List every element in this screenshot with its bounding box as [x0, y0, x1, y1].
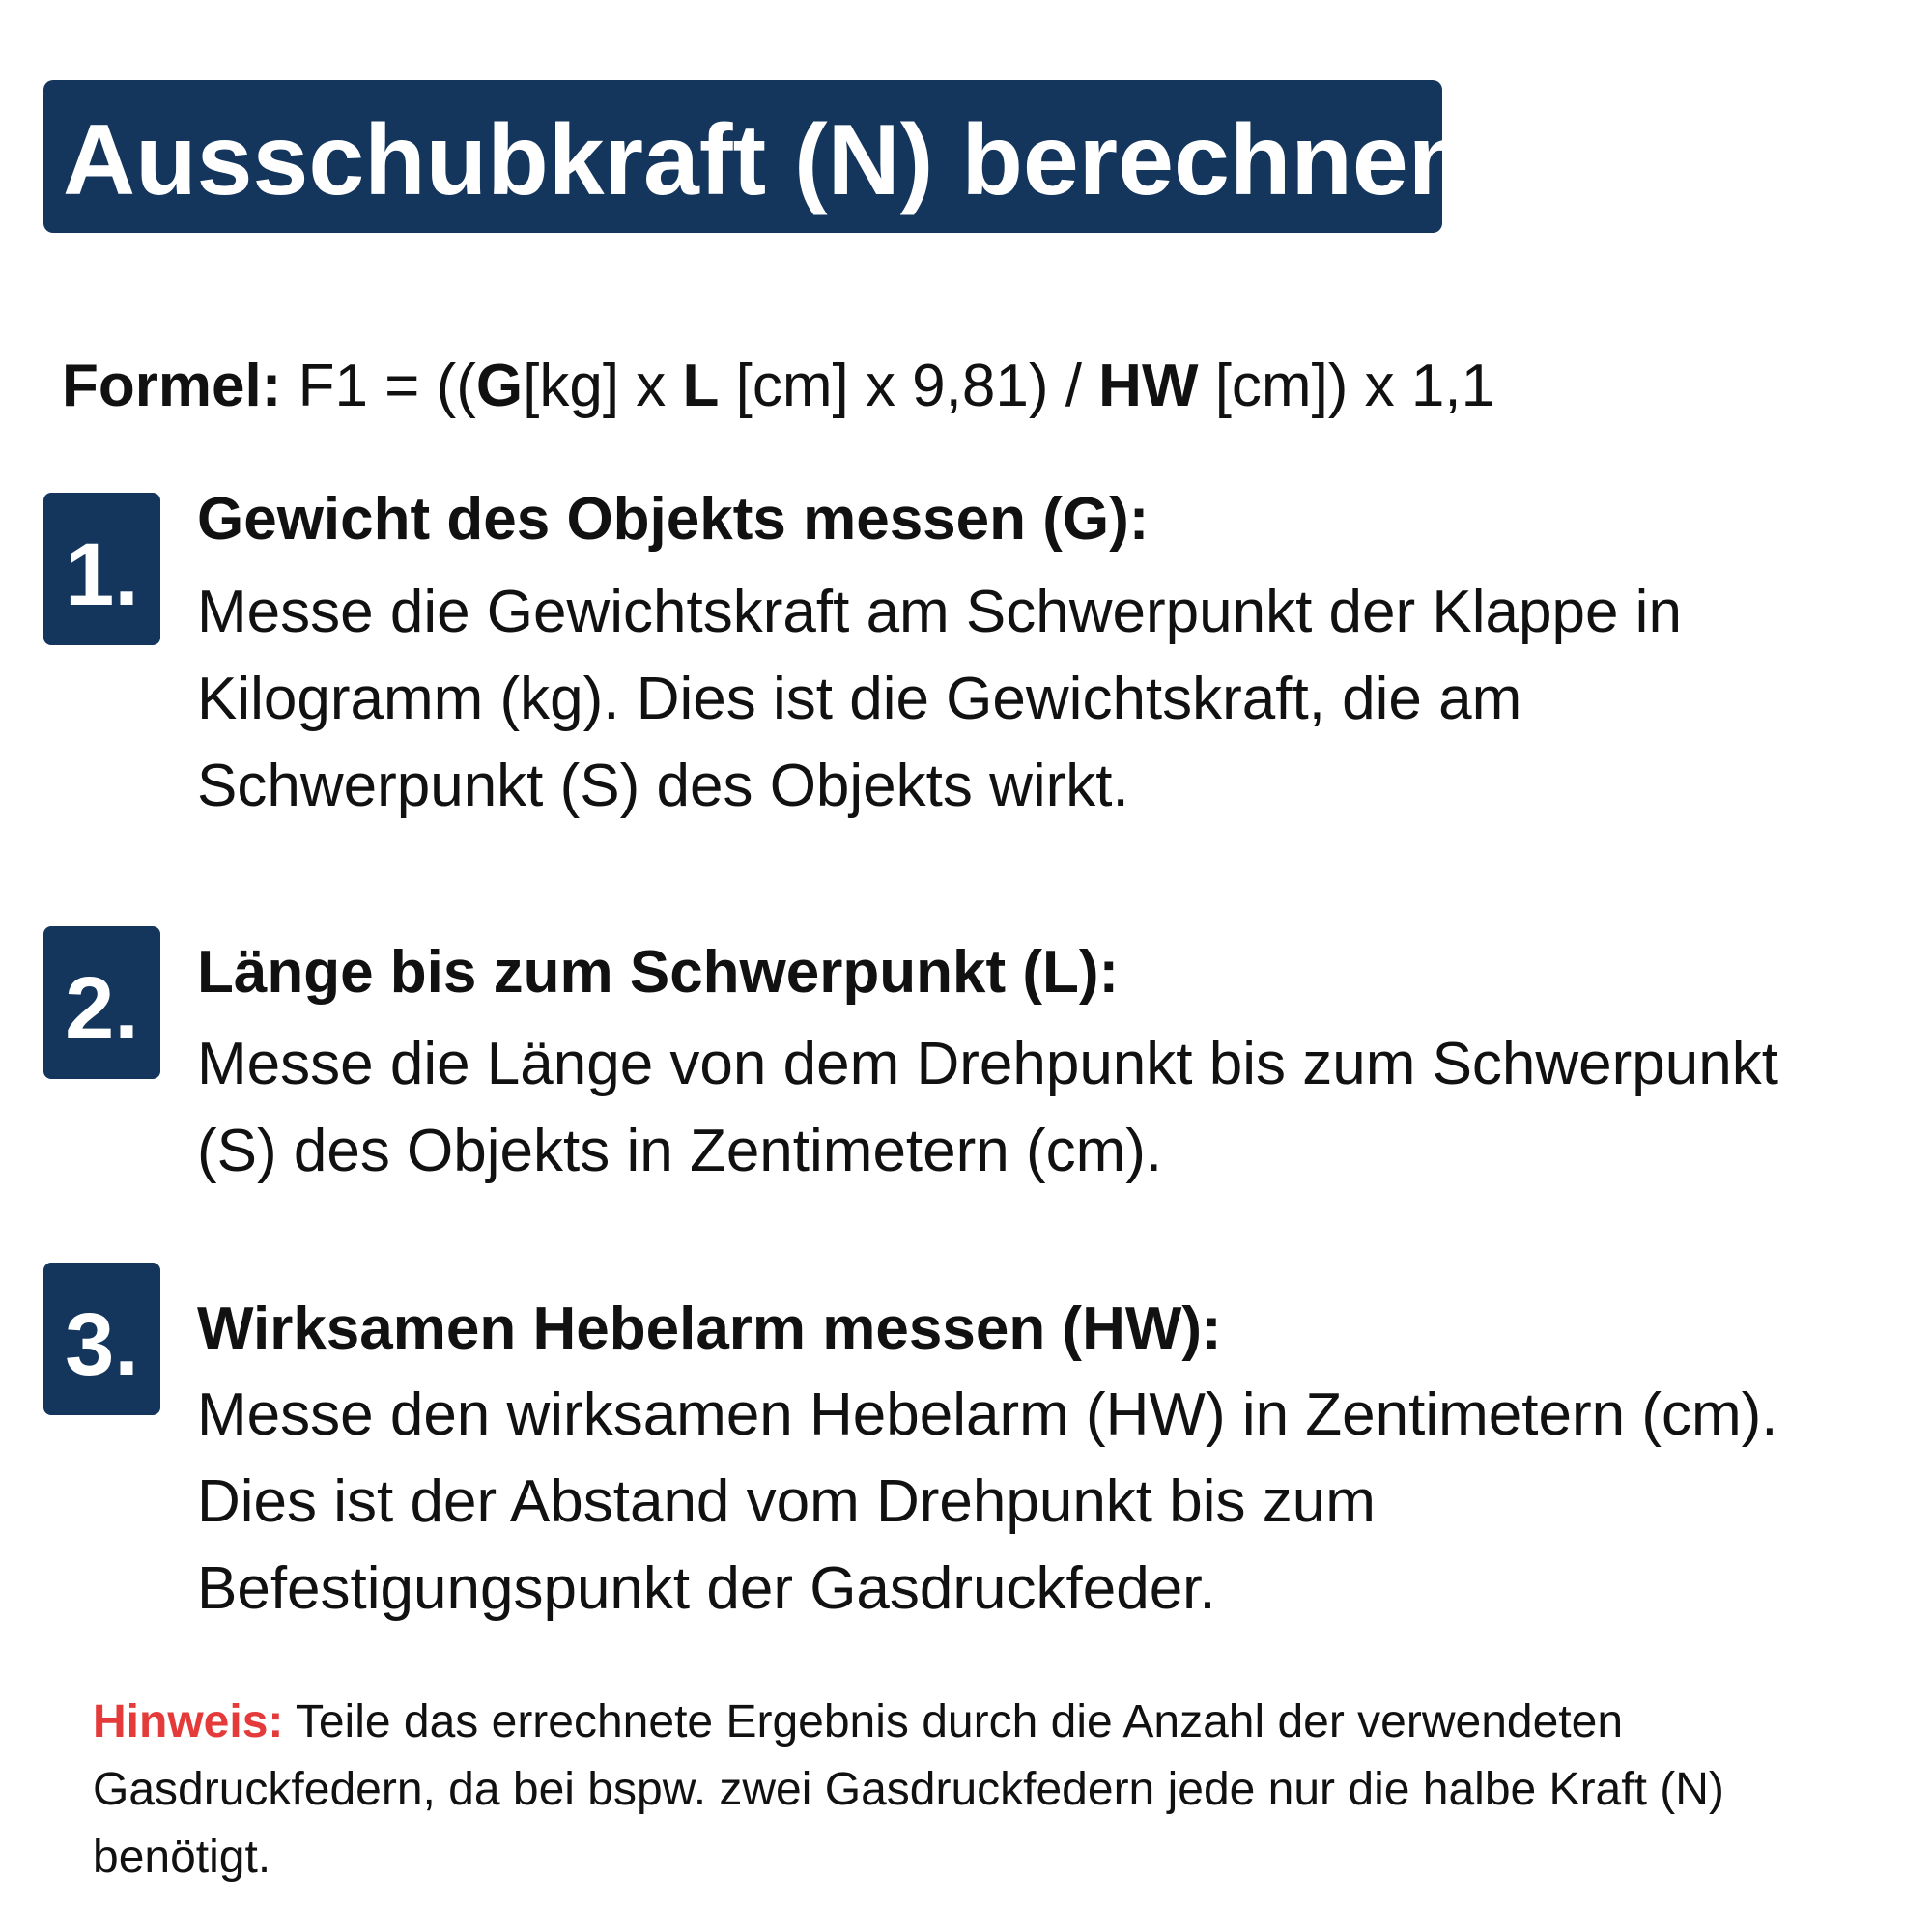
- step-number-2: 2.: [43, 926, 160, 1079]
- step-1-line: Kilogramm (kg). Dies ist die Gewichtskraft, die am: [197, 666, 1522, 732]
- formula-part-4: [cm]) x 1,1: [1198, 353, 1495, 419]
- formula-l: L: [682, 353, 720, 419]
- step-number-1: 1.: [43, 493, 160, 645]
- step-heading-2: Länge bis zum Schwerpunkt (L):: [197, 939, 1120, 1006]
- step-3-line: Befestigungspunkt der Gasdruckfeder.: [197, 1555, 1216, 1622]
- note-line: benötigt.: [93, 1832, 271, 1883]
- formula-part-3: [cm] x 9,81) /: [719, 353, 1099, 419]
- formula: [62, 348, 1494, 425]
- note-line: Gasdruckfedern, da bei bspw. zwei Gasdruckfedern jede nur die halbe Kraft (N): [93, 1764, 1724, 1815]
- step-number-3: 3.: [43, 1263, 160, 1415]
- step-2-line: Messe die Länge von dem Drehpunkt bis zum Schwerpunkt: [197, 1031, 1778, 1097]
- step-heading-1: Gewicht des Objekts messen (G):: [197, 486, 1150, 553]
- formula-part-2: [kg] x: [523, 353, 683, 419]
- note: [93, 1689, 1889, 1891]
- note-line: Teile das errechnete Ergebnis durch die Anzahl der verwendeten: [283, 1696, 1624, 1747]
- step-text-2: [197, 1021, 1897, 1195]
- formula-g: G: [475, 353, 524, 419]
- step-3-line: Messe den wirksamen Hebelarm (HW) in Zentimetern (cm).: [197, 1381, 1778, 1448]
- formula-part-1: F1 = ((: [281, 353, 476, 419]
- step-3-line: Dies ist der Abstand vom Drehpunkt bis zum: [197, 1468, 1376, 1535]
- step-1-line: Messe die Gewichtskraft am Schwerpunkt der Klappe in: [197, 579, 1682, 645]
- title-banner: [43, 80, 1503, 233]
- step-text-1: [197, 569, 1897, 830]
- step-2-line: (S) des Objekts in Zentimetern (cm).: [197, 1118, 1163, 1184]
- step-1-line: Schwerpunkt (S) des Objekts wirkt.: [197, 753, 1129, 819]
- formula-hw: HW: [1098, 353, 1199, 419]
- step-heading-3: Wirksamen Hebelarm messen (HW):: [197, 1295, 1222, 1362]
- formula-label: Formel:: [62, 353, 282, 419]
- page-title: Ausschubkraft (N) berechnen:: [63, 104, 1503, 216]
- step-text-3: [197, 1372, 1897, 1633]
- note-label: Hinweis:: [93, 1696, 284, 1747]
